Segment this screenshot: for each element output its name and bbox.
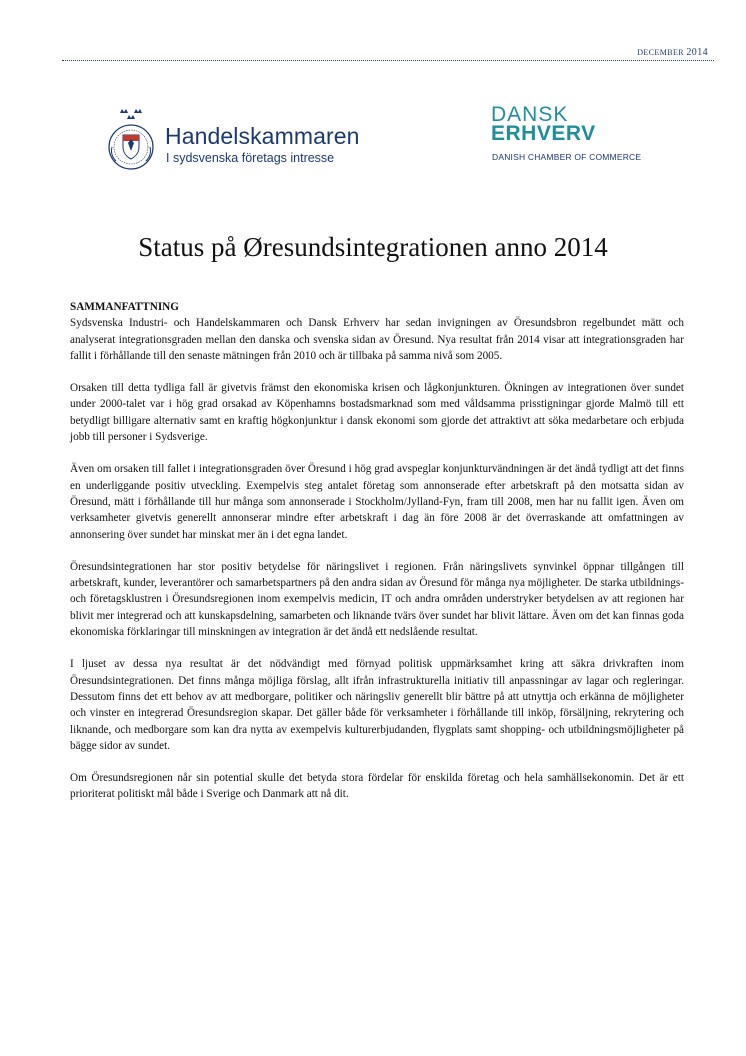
body-paragraph: Även om orsaken till fallet i integrationsgraden över Öresund i hög grad avspeglar konjunkturvändningen är det ändå tydligt att det finns en underliggande positiv utveckling. Exempelvis steg antalet företag som annonserade efter arbetskraft på den motsatta sidan av Öresund, mätt i förhållande till hur många som annonserade i Stockholm/Jylland-Fyn, fram till 2008, men har nu fallit igen. Även om verksamheter givetvis generellt annonserar mindre efter arbetskraft i dag än före 2008 är det överraskande att omfattningen av annonsering över sundet har minskat mer än i det egna landet.: [70, 463, 684, 541]
document-title: Status på Øresundsintegrationen anno 2014: [138, 232, 608, 262]
body-paragraph: Öresundsintegrationen har stor positiv betydelse för näringslivet i regionen. Från näringslivets synvinkel öppnar tillgången till arbetskraft, kunder, leverantörer och samarbetspartners på den andra sidan av Öresund för många nya möjligheter. De starka utbildnings- och företagsklustren i Öresundsregionen inom exempelvis medicin, IT och andra områden understryker betydelsen av att regionen har blivit mer integrerad och att kunskapsdelning, samarbeten och liknande tvärs över sundet har blivit lättare. Även om det kan finnas goda ekonomiska förklaringar till minskningen av integration är det ändå ett nedslående resultat.: [70, 560, 684, 639]
dansk-erhverv-logo: [491, 104, 661, 168]
body-paragraph: Om Öresundsregionen når sin potential skulle det betyda stora fördelar för enskilda företag och hela samhällsekonomin. Det är ett prioriterat politiskt mål både i Sverige och Danmark att nå dit.: [70, 772, 684, 801]
document-body: [70, 299, 684, 819]
handelskammaren-tagline: I sydsvenska företags intresse: [166, 151, 335, 165]
header-date-year: 2014: [686, 47, 708, 58]
handelskammaren-name: Handelskammaren: [165, 123, 360, 149]
dansk-erhverv-line3: DANISH CHAMBER OF COMMERCE: [492, 152, 642, 162]
body-paragraph: Sydsvenska Industri- och Handelskammaren och Dansk Erhverv har sedan invigningen av Öresundsbron regelbundet mätt och analyserat integrationsgraden mellan den danska och svenska sidan av Öresund. Nya resultat från 2014 visar att integrationsgraden har fallit i förhållande till den senaste mätningen från 2010 och är tillbaka på samma nivå som 2005.: [70, 317, 684, 362]
section-heading: SAMMANFATTNING: [70, 301, 179, 313]
header-divider: [62, 60, 714, 61]
handelskammaren-logo: [104, 107, 364, 173]
header-date: [637, 47, 708, 58]
dansk-erhverv-line2: ERHVERV: [491, 122, 596, 145]
dansk-erhverv-line1: DANSK: [491, 103, 569, 126]
header-date-month: DECEMBER: [637, 48, 684, 57]
handelskammaren-seal-icon: [104, 107, 158, 173]
body-paragraph: I ljuset av dessa nya resultat är det nödvändigt med förnyad politisk uppmärksamhet kring att säkra drivkraften inom Öresundsintegrationen. Det finns många möjliga förslag, allt ifrån infrastrukturella initiativ till anpassningar av lagar och regleringar. Dessutom finns det ett behov av att medborgare, politiker och näringsliv generellt blir bättre på att utnyttja och erkänna de möjligheter och vinster en integrerad Öresundsregion skapar. Det gäller både för verksamheter i förhållande till inköp, försäljning, rekrytering och liknande, och medborgare som kan dra nytta av exempelvis kulturerbjudanden, flygplats samt shopping- och utbildningsmöjligheter på bägge sidor av sundet.: [70, 658, 684, 752]
body-paragraph: Orsaken till detta tydliga fall är givetvis främst den ekonomiska krisen och lågkonjunkturen. Ökningen av integrationen över sundet under 2000-talet var i hög grad orsakad av Köpenhamns bostadsmarknad som med våldsamma prisstigningar gjorde Malmö till ett betydligt billigare alternativ samt en kraftig högkonjunktur i dansk ekonomi som gjorde det attraktivt att söka medarbetare och erbjuda jobb till personer i Sydsverige.: [70, 382, 684, 444]
